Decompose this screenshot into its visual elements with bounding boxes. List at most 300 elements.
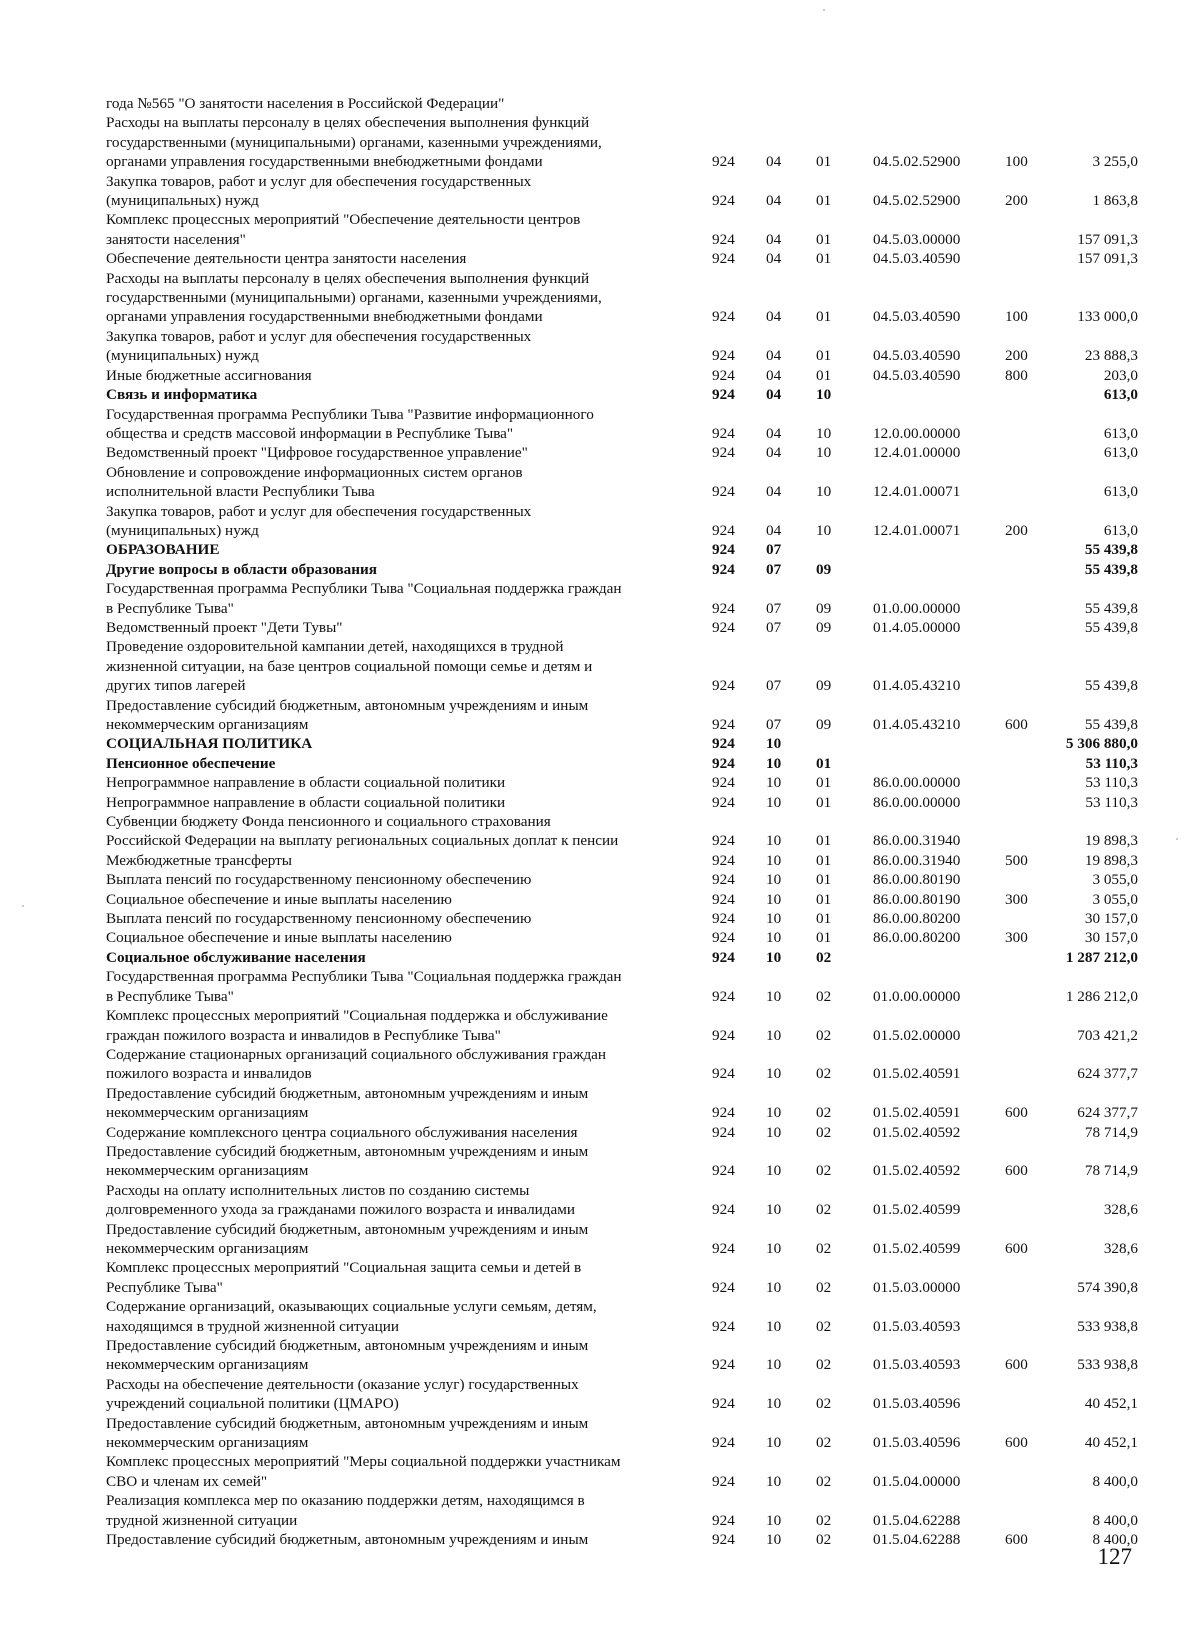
scan-speck	[823, 9, 825, 11]
cell-rz: 10	[766, 1434, 782, 1452]
table-row	[0, 1375, 1200, 1414]
table-row	[0, 754, 1200, 773]
cell-rz: 10	[766, 1239, 782, 1257]
cell-sum: 53 110,3	[1085, 793, 1138, 811]
row-name	[106, 1006, 681, 1045]
row-name-line: государственными (муниципальными) органами, казенными учреждениями,	[106, 289, 602, 307]
row-name-line: некоммерческим организациям	[106, 1104, 309, 1122]
cell-sum: 624 377,7	[1077, 1065, 1138, 1083]
row-name-line: Закупка товаров, работ и услуг для обеспечения государственных	[106, 172, 532, 190]
row-name	[106, 618, 681, 637]
cell-vr: 200	[1005, 521, 1028, 539]
table-row	[0, 734, 1200, 753]
cell-csr: 01.5.02.00000	[873, 1026, 961, 1044]
table-row	[0, 618, 1200, 637]
cell-pr: 01	[816, 793, 832, 811]
cell-rz: 10	[766, 1201, 782, 1219]
cell-sum: 19 898,3	[1084, 832, 1138, 850]
row-name	[106, 385, 681, 404]
cell-gr: 924	[712, 1065, 735, 1083]
cell-csr: 01.5.02.40591	[873, 1104, 961, 1122]
table-row	[0, 269, 1200, 327]
cell-rz: 10	[766, 1278, 782, 1296]
scan-speck	[1176, 838, 1178, 840]
cell-rz: 04	[766, 308, 782, 326]
row-name	[106, 1336, 681, 1375]
cell-pr: 02	[816, 1239, 832, 1257]
cell-pr: 09	[816, 618, 832, 636]
cell-vr: 600	[1005, 1104, 1028, 1122]
cell-rz: 04	[766, 250, 782, 268]
cell-sum: 203,0	[1103, 366, 1138, 384]
cell-rz: 07	[766, 618, 782, 636]
row-name	[106, 1142, 681, 1181]
cell-gr: 924	[712, 1162, 735, 1180]
row-name	[106, 1123, 681, 1142]
cell-csr: 01.5.03.40593	[873, 1317, 961, 1335]
cell-csr: 04.5.02.52900	[873, 192, 961, 210]
cell-pr: 01	[816, 153, 832, 171]
page-number: 127	[1097, 1544, 1132, 1569]
cell-csr: 12.4.01.00000	[873, 444, 961, 462]
row-name	[106, 812, 681, 851]
cell-pr: 01	[816, 754, 832, 772]
table-row	[0, 773, 1200, 792]
cell-pr: 02	[816, 1356, 832, 1374]
cell-gr: 924	[712, 987, 735, 1005]
table-row	[0, 249, 1200, 268]
cell-pr: 09	[816, 716, 832, 733]
row-name	[106, 405, 681, 444]
cell-rz: 10	[766, 910, 782, 928]
row-name-line: общества и средств массовой информации в Республике Тыва"	[106, 424, 514, 442]
cell-sum: 624 377,7	[1077, 1104, 1138, 1122]
cell-rz: 10	[766, 890, 782, 908]
cell-sum: 574 390,8	[1077, 1278, 1138, 1296]
cell-rz: 10	[766, 1511, 782, 1529]
row-name-line: Иные бюджетные ассигнования	[106, 366, 312, 384]
cell-sum: 157 091,3	[1077, 230, 1138, 248]
cell-csr: 01.0.00.00000	[873, 987, 961, 1005]
row-name-line: Комплекс процессных мероприятий "Обеспечение деятельности центров	[106, 211, 581, 229]
cell-pr: 09	[816, 599, 832, 617]
table-row	[0, 1220, 1200, 1259]
row-name	[106, 560, 681, 579]
row-name-line: Предоставление субсидий бюджетным, автономным учреждениям и иным	[106, 1531, 589, 1549]
cell-gr: 924	[712, 1356, 735, 1374]
row-name-line: Выплата пенсий по государственному пенсионному обеспечению	[106, 871, 532, 889]
cell-rz: 07	[766, 677, 782, 695]
row-name-line: учреждений социальной политики (ЦМАРО)	[106, 1395, 399, 1413]
row-name	[106, 696, 681, 735]
cell-pr: 02	[816, 1162, 832, 1180]
row-name	[106, 1530, 681, 1549]
table-row	[0, 1181, 1200, 1220]
table-row	[0, 870, 1200, 889]
row-name-line: года №565 "О занятости населения в Российской Федерации"	[106, 95, 505, 112]
cell-pr: 01	[816, 366, 832, 384]
row-name-line: Пенсионное обеспечение	[106, 754, 276, 772]
cell-sum: 1 863,8	[1092, 192, 1138, 210]
row-name-line: граждан пожилого возраста и инвалидов в Республике Тыва"	[106, 1026, 501, 1044]
cell-pr: 01	[816, 929, 832, 947]
row-name-line: Реализация комплекса мер по оказанию поддержки детям, находящимся в	[106, 1492, 585, 1510]
row-name-line: долговременного ухода за гражданами пожилого возраста и инвалидами	[106, 1201, 576, 1219]
row-name-line: некоммерческим организациям	[106, 1239, 309, 1257]
table-row	[0, 113, 1200, 171]
cell-sum: 3 055,0	[1092, 871, 1138, 889]
cell-pr: 02	[816, 987, 832, 1005]
cell-gr: 924	[712, 735, 735, 753]
table-row	[0, 560, 1200, 579]
cell-csr: 86.0.00.80200	[873, 910, 961, 928]
cell-gr: 924	[712, 910, 735, 928]
cell-pr: 02	[816, 948, 832, 966]
cell-gr: 924	[712, 851, 735, 869]
cell-csr: 04.5.03.40590	[873, 366, 961, 384]
table-row	[0, 172, 1200, 211]
cell-sum: 613,0	[1103, 444, 1138, 462]
row-name-line: СВО и членам их семей"	[106, 1472, 268, 1490]
cell-vr: 100	[1005, 308, 1028, 326]
cell-gr: 924	[712, 599, 735, 617]
row-name-line: Расходы на оплату исполнительных листов по созданию системы	[106, 1181, 530, 1199]
row-name-line: Ведомственный проект "Цифровое государственное управление"	[106, 444, 528, 462]
table-row	[0, 967, 1200, 1006]
cell-pr: 01	[816, 347, 832, 365]
cell-vr: 600	[1005, 1434, 1028, 1452]
cell-pr: 01	[816, 832, 832, 850]
row-name-line: Комплекс процессных мероприятий "Социальная поддержка и обслуживание	[106, 1007, 608, 1025]
cell-rz: 10	[766, 754, 782, 772]
table-row	[0, 1084, 1200, 1123]
cell-rz: 04	[766, 153, 782, 171]
row-name	[106, 1452, 681, 1491]
cell-csr: 01.4.05.00000	[873, 618, 961, 636]
cell-vr: 500	[1005, 851, 1028, 869]
table-row	[0, 405, 1200, 444]
cell-csr: 86.0.00.00000	[873, 774, 961, 792]
table-row	[0, 327, 1200, 366]
table-row	[0, 210, 1200, 249]
row-name	[106, 443, 681, 462]
cell-gr: 924	[712, 618, 735, 636]
cell-sum: 53 110,3	[1085, 774, 1138, 792]
cell-sum: 133 000,0	[1077, 308, 1138, 326]
cell-csr: 12.4.01.00071	[873, 521, 961, 539]
row-name	[106, 637, 681, 695]
cell-rz: 10	[766, 1162, 782, 1180]
cell-pr: 02	[816, 1026, 832, 1044]
cell-gr: 924	[712, 832, 735, 850]
row-name	[106, 773, 681, 792]
row-name-line: Содержание стационарных организаций социального обслуживания граждан	[106, 1045, 607, 1063]
cell-sum: 8 400,0	[1092, 1511, 1138, 1529]
cell-gr: 924	[712, 1317, 735, 1335]
row-name	[106, 1045, 681, 1084]
cell-gr: 924	[712, 153, 735, 171]
cell-gr: 924	[712, 1123, 735, 1141]
cell-pr: 09	[816, 677, 832, 695]
row-name-line: Предоставление субсидий бюджетным, автономным учреждениям и иным	[106, 696, 589, 714]
cell-sum: 55 439,8	[1084, 599, 1138, 617]
row-name-line: в Республике Тыва"	[106, 987, 234, 1005]
cell-csr: 01.4.05.43210	[873, 677, 961, 695]
cell-sum: 703 421,2	[1077, 1026, 1138, 1044]
cell-pr: 01	[816, 890, 832, 908]
row-name	[106, 909, 681, 928]
table-row	[0, 1045, 1200, 1084]
row-name-line: Расходы на выплаты персоналу в целях обеспечения выполнения функций	[106, 114, 590, 132]
cell-rz: 07	[766, 541, 782, 559]
cell-rz: 10	[766, 1026, 782, 1044]
cell-pr: 02	[816, 1434, 832, 1452]
cell-sum: 78 714,9	[1084, 1162, 1138, 1180]
row-name-line: некоммерческим организациям	[106, 1162, 309, 1180]
cell-sum: 3 055,0	[1092, 890, 1138, 908]
cell-vr: 800	[1005, 366, 1028, 384]
row-name-line: Предоставление субсидий бюджетным, автономным учреждениям и иным	[106, 1220, 589, 1238]
row-name-line: некоммерческим организациям	[106, 1434, 309, 1452]
cell-sum: 8 400,0	[1092, 1472, 1138, 1490]
cell-sum: 78 714,9	[1084, 1123, 1138, 1141]
cell-gr: 924	[712, 308, 735, 326]
row-name-line: Российской Федерации на выплату региональных социальных доплат к пенсии	[106, 832, 619, 850]
cell-csr: 86.0.00.31940	[873, 832, 961, 850]
row-name	[106, 1220, 681, 1259]
table-row	[0, 1258, 1200, 1297]
row-name-line: (муниципальных) нужд	[106, 521, 259, 539]
cell-pr: 02	[816, 1317, 832, 1335]
cell-gr: 924	[712, 483, 735, 501]
cell-csr: 01.5.03.40596	[873, 1395, 961, 1413]
cell-pr: 02	[816, 1531, 832, 1549]
row-name-line: государственными (муниципальными) органами, казенными учреждениями,	[106, 133, 602, 151]
cell-csr: 04.5.03.40590	[873, 347, 961, 365]
cell-pr: 01	[816, 250, 832, 268]
row-name-line: Непрограммное направление в области социальной политики	[106, 774, 506, 792]
cell-csr: 86.0.00.31940	[873, 851, 961, 869]
cell-gr: 924	[712, 1026, 735, 1044]
row-name-line: Республике Тыва"	[106, 1278, 223, 1296]
cell-gr: 924	[712, 366, 735, 384]
cell-vr: 200	[1005, 347, 1028, 365]
cell-csr: 12.4.01.00071	[873, 483, 961, 501]
cell-pr: 09	[816, 560, 832, 578]
cell-gr: 924	[712, 793, 735, 811]
row-name-line: Субвенции бюджету Фонда пенсионного и социального страхования	[106, 813, 551, 831]
row-name-line: Другие вопросы в области образования	[106, 560, 377, 578]
row-name-line: органами управления государственными внебюджетными фондами	[106, 308, 543, 326]
cell-pr: 01	[816, 851, 832, 869]
cell-csr: 04.5.02.52900	[873, 153, 961, 171]
table-row	[0, 1142, 1200, 1181]
cell-csr: 01.4.05.43210	[873, 716, 961, 733]
cell-csr: 01.5.02.40592	[873, 1162, 961, 1180]
cell-sum: 1 286 212,0	[1065, 987, 1138, 1005]
cell-gr: 924	[712, 1201, 735, 1219]
cell-pr: 10	[816, 424, 832, 442]
cell-gr: 924	[712, 929, 735, 947]
cell-pr: 10	[816, 483, 832, 501]
row-name-line: трудной жизненной ситуации	[106, 1511, 298, 1529]
cell-gr: 924	[712, 1278, 735, 1296]
row-name	[106, 1491, 681, 1530]
cell-sum: 157 091,3	[1077, 250, 1138, 268]
cell-pr: 10	[816, 521, 832, 539]
cell-rz: 10	[766, 1395, 782, 1413]
table-row	[0, 890, 1200, 909]
cell-csr: 01.5.02.40599	[873, 1239, 961, 1257]
row-name	[106, 249, 681, 268]
row-name-line: Межбюджетные трансферты	[106, 851, 292, 869]
row-name-line: Предоставление субсидий бюджетным, автономным учреждениям и иным	[106, 1337, 589, 1354]
table-row	[0, 851, 1200, 870]
row-name-line: в Республике Тыва"	[106, 599, 234, 617]
row-name-line: Предоставление субсидий бюджетным, автономным учреждениям и иным	[106, 1414, 589, 1432]
cell-vr: 600	[1005, 1531, 1028, 1549]
cell-sum: 613,0	[1103, 386, 1138, 404]
table-row	[0, 443, 1200, 462]
cell-sum: 53 110,3	[1085, 754, 1138, 772]
cell-pr: 02	[816, 1201, 832, 1219]
cell-sum: 8 400,0	[1092, 1531, 1138, 1549]
cell-rz: 04	[766, 521, 782, 539]
row-name-line: Выплата пенсий по государственному пенсионному обеспечению	[106, 910, 532, 928]
row-name-line: Непрограммное направление в области социальной политики	[106, 793, 506, 811]
table-row	[0, 909, 1200, 928]
cell-csr: 01.5.04.62288	[873, 1531, 961, 1549]
cell-sum: 3 255,0	[1092, 153, 1138, 171]
cell-gr: 924	[712, 677, 735, 695]
cell-csr: 01.5.03.00000	[873, 1278, 961, 1296]
cell-gr: 924	[712, 1531, 735, 1549]
row-name-line: Содержание организаций, оказывающих социальные услуги семьям, детям,	[106, 1298, 597, 1316]
row-name-line: исполнительной власти Республики Тыва	[106, 483, 375, 501]
table-row	[0, 1530, 1200, 1549]
cell-rz: 04	[766, 347, 782, 365]
table-row	[0, 540, 1200, 559]
cell-pr: 02	[816, 1511, 832, 1529]
cell-rz: 10	[766, 929, 782, 947]
cell-rz: 07	[766, 599, 782, 617]
cell-gr: 924	[712, 192, 735, 210]
cell-rz: 10	[766, 735, 782, 753]
row-name-line: Социальное обеспечение и иные выплаты населению	[106, 929, 452, 947]
cell-vr: 600	[1005, 1356, 1028, 1374]
cell-gr: 924	[712, 1511, 735, 1529]
cell-csr: 01.5.02.40591	[873, 1065, 961, 1083]
cell-pr: 02	[816, 1472, 832, 1490]
cell-sum: 533 938,8	[1077, 1356, 1138, 1374]
row-name-line: пожилого возраста и инвалидов	[106, 1065, 312, 1083]
cell-gr: 924	[712, 386, 735, 404]
cell-vr: 200	[1005, 192, 1028, 210]
table-row	[0, 696, 1200, 735]
row-name-line: жизненной ситуации, на базе центров социальной помощи семье и детям и	[106, 657, 593, 675]
cell-csr: 01.5.04.00000	[873, 1472, 961, 1490]
cell-pr: 02	[816, 1278, 832, 1296]
cell-sum: 613,0	[1103, 521, 1138, 539]
row-name	[106, 1084, 681, 1123]
row-name-line: СОЦИАЛЬНАЯ ПОЛИТИКА	[106, 735, 313, 753]
cell-rz: 10	[766, 987, 782, 1005]
row-name-line: некоммерческим организациям	[106, 716, 309, 733]
cell-pr: 02	[816, 1395, 832, 1413]
cell-sum: 30 157,0	[1084, 929, 1138, 947]
table-row	[0, 385, 1200, 404]
cell-rz: 04	[766, 386, 782, 404]
row-name-line: Социальное обеспечение и иные выплаты населению	[106, 890, 452, 908]
cell-rz: 10	[766, 1531, 782, 1549]
cell-rz: 10	[766, 851, 782, 869]
cell-gr: 924	[712, 1239, 735, 1257]
row-name	[106, 967, 681, 1006]
row-name-line: Обновление и сопровождение информационных систем органов	[106, 463, 523, 481]
row-name-line: Ведомственный проект "Дети Тувы"	[106, 618, 343, 636]
row-name-line: ОБРАЗОВАНИЕ	[106, 541, 220, 559]
cell-rz: 07	[766, 716, 782, 733]
cell-pr: 01	[816, 192, 832, 210]
cell-pr: 01	[816, 230, 832, 248]
row-name	[106, 366, 681, 385]
row-name-line: Проведение оздоровительной кампании детей, находящихся в трудной	[106, 638, 564, 656]
row-name	[106, 172, 681, 211]
table-row	[0, 1336, 1200, 1375]
cell-csr: 04.5.03.00000	[873, 230, 961, 248]
row-name	[106, 754, 681, 773]
cell-gr: 924	[712, 1434, 735, 1452]
cell-vr: 300	[1005, 890, 1028, 908]
cell-gr: 924	[712, 1104, 735, 1122]
cell-csr: 04.5.03.40590	[873, 308, 961, 326]
cell-vr: 100	[1005, 153, 1028, 171]
row-name	[106, 890, 681, 909]
table-row	[0, 1414, 1200, 1453]
cell-sum: 55 439,8	[1084, 541, 1138, 559]
table-row	[0, 1297, 1200, 1336]
table-row	[0, 463, 1200, 502]
table-row	[0, 366, 1200, 385]
cell-sum: 55 439,8	[1084, 618, 1138, 636]
cell-sum: 30 157,0	[1084, 910, 1138, 928]
cell-rz: 10	[766, 1317, 782, 1335]
cell-csr: 01.0.00.00000	[873, 599, 961, 617]
row-name-line: Комплекс процессных мероприятий "Меры социальной поддержки участникам	[106, 1453, 621, 1471]
cell-csr: 86.0.00.80200	[873, 929, 961, 947]
cell-gr: 924	[712, 890, 735, 908]
cell-gr: 924	[712, 521, 735, 539]
cell-gr: 924	[712, 347, 735, 365]
cell-rz: 04	[766, 483, 782, 501]
row-name	[106, 502, 681, 541]
row-name-line: Государственная программа Республики Тыва "Социальная поддержка граждан	[106, 968, 622, 986]
cell-rz: 04	[766, 424, 782, 442]
row-name	[106, 870, 681, 889]
cell-pr: 01	[816, 308, 832, 326]
table-row	[0, 1123, 1200, 1142]
cell-vr: 600	[1005, 1239, 1028, 1257]
row-name-line: (муниципальных) нужд	[106, 192, 259, 210]
cell-sum: 40 452,1	[1084, 1395, 1138, 1413]
row-name-line: Расходы на обеспечение деятельности (оказание услуг) государственных	[106, 1375, 579, 1393]
cell-rz: 10	[766, 1065, 782, 1083]
cell-gr: 924	[712, 250, 735, 268]
cell-csr: 01.5.03.40593	[873, 1356, 961, 1374]
table-row	[0, 579, 1200, 618]
cell-sum: 1 287 212,0	[1065, 948, 1138, 966]
row-name	[106, 269, 681, 327]
